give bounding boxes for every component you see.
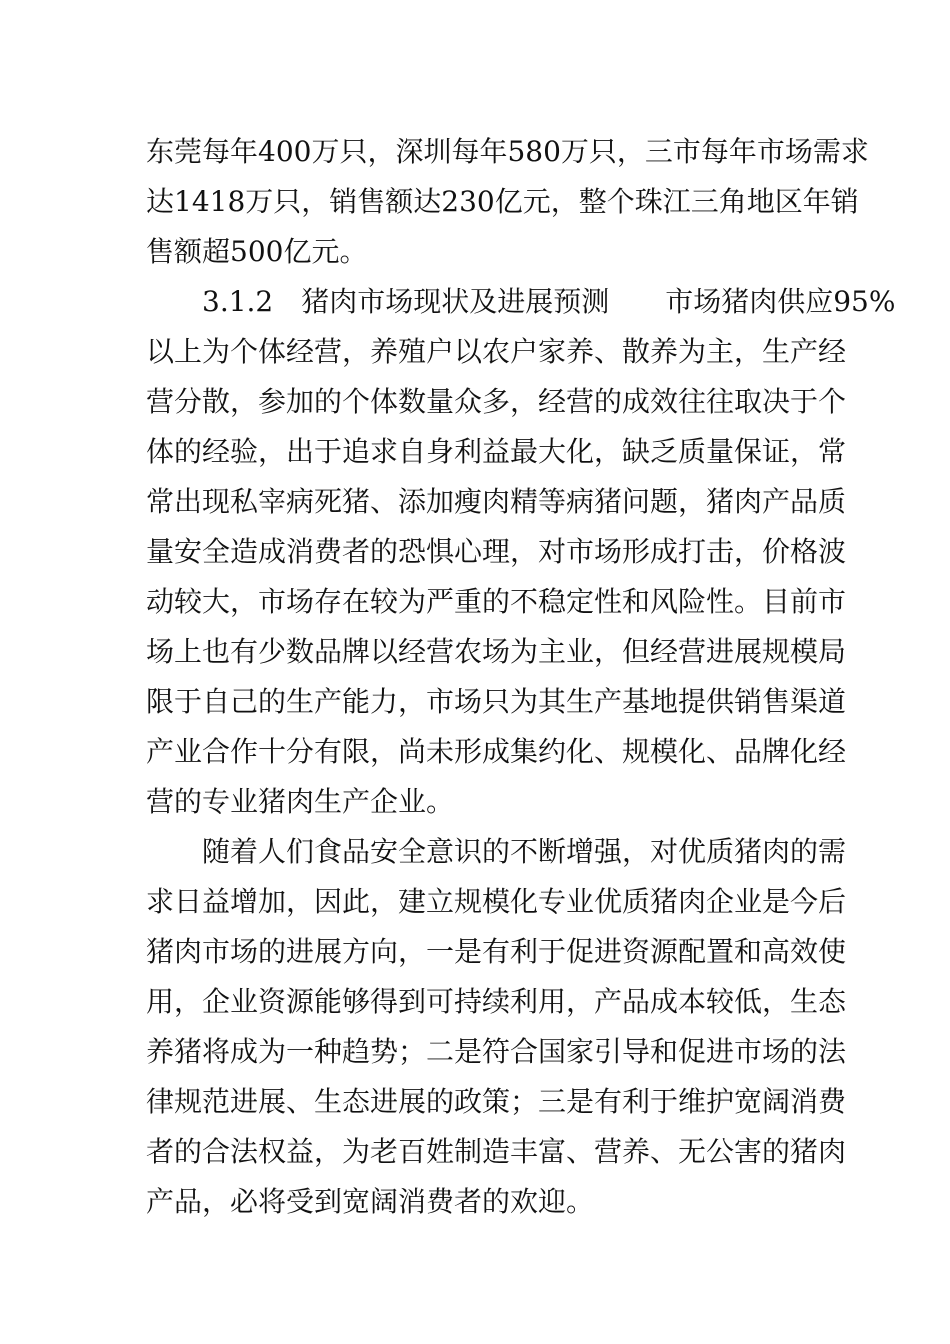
text-line: 动较大，市场存在较为严重的不稳定性和风险性。目前市 (146, 585, 847, 618)
text-line: 限于自己的生产能力，市场只为其生产基地提供销售渠道 (146, 685, 847, 718)
text-line: 产业合作十分有限，尚未形成集约化、规模化、品牌化经 (146, 735, 847, 768)
text-line: 猪肉市场的进展方向，一是有利于促进资源配置和高效使 (146, 935, 847, 968)
text-line: 养猪将成为一种趋势；二是符合国家引导和促进市场的法 (146, 1035, 847, 1068)
text-line: 常出现私宰病死猪、添加瘦肉精等病猪问题，猪肉产品质 (146, 485, 847, 518)
text-line: 东莞每年400万只，深圳每年580万只，三市每年市场需求 (146, 135, 869, 168)
text-line: 达1418万只，销售额达230亿元，整个珠江三角地区年销 (146, 185, 859, 218)
text-line: 营的专业猪肉生产企业。 (146, 785, 455, 818)
section-heading-line: 3.1.2 猪肉市场现状及进展预测 市场猪肉供应95% (202, 285, 896, 318)
text-line: 求日益增加，因此，建立规模化专业优质猪肉企业是今后 (146, 885, 847, 918)
text-line: 产品，必将受到宽阔消费者的欢迎。 (146, 1185, 595, 1218)
text-line: 以上为个体经营，养殖户以农户家养、散养为主，生产经 (146, 335, 847, 368)
text-line: 者的合法权益，为老百姓制造丰富、营养、无公害的猪肉 (146, 1135, 847, 1168)
paragraph-start-line: 随着人们食品安全意识的不断增强，对优质猪肉的需 (202, 835, 847, 868)
text-line: 用，企业资源能够得到可持续利用，产品成本较低，生态 (146, 985, 847, 1018)
text-line: 场上也有少数品牌以经营农场为主业，但经营进展规模局 (146, 635, 847, 668)
text-line: 量安全造成消费者的恐惧心理，对市场形成打击，价格波 (146, 535, 847, 568)
text-line: 售额超500亿元。 (146, 235, 368, 268)
text-line: 体的经验，出于追求自身利益最大化，缺乏质量保证，常 (146, 435, 847, 468)
text-line: 律规范进展、生态进展的政策；三是有利于维护宽阔消费 (146, 1085, 847, 1118)
text-line: 营分散，参加的个体数量众多，经营的成效往往取决于个 (146, 385, 847, 418)
